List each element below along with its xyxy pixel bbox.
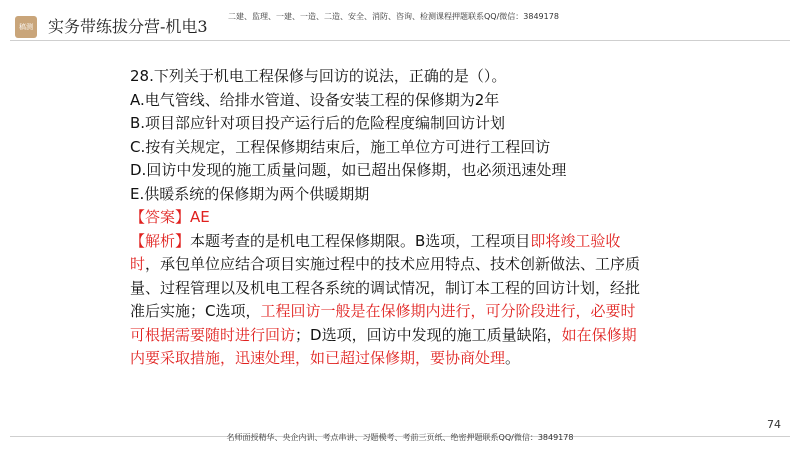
option-a: A.电气管线、给排水管道、设备安装工程的保修期为2年 (130, 90, 500, 109)
analysis-segment-highlight: 如在保修期内要采取措施，迅速处理，如已超过保修期，要协商处理 (130, 325, 637, 367)
header-title: 实务带练拔分营-机电3 (48, 17, 208, 36)
page-number: 74 (767, 418, 781, 431)
analysis-segment: 。 (505, 349, 521, 367)
analysis-paragraph (130, 230, 650, 371)
option-c: C.按有关规定，工程保修期结束后，施工单位方可进行工程回访 (130, 137, 551, 156)
header-contact-notice: 二建、监理、一建、一造、二造、安全、消防、咨询、检测课程押题联系QQ/微信：3849178 (228, 12, 559, 21)
analysis-segment: ，承包单位应结合项目实施过程中的技术应用特点、技术创新做法、工序质量、过程管理以及机电工程各系统的调试情况，制订本工程的回访计划，经批准后实施；C选项， (130, 255, 641, 320)
question-stem: 28.下列关于机电工程保修与回访的说法，正确的是（）。 (130, 67, 507, 85)
analysis-segment-highlight: 即将竣工验收时 (130, 231, 621, 273)
option-b: B.项目部应针对项目投产运行后的危险程度编制回访计划 (130, 114, 506, 132)
answer-label: 【答案】 (130, 208, 191, 226)
footer-contact-notice: 名师面授精华、央企内训、考点串讲、习题模考、考前三页纸、绝密押题联系QQ/微信：3849178 (226, 433, 574, 442)
logo: 稿测 (15, 16, 37, 38)
option-e: E.供暖系统的保修期为两个供暖期期 (130, 184, 370, 203)
option-d: D.回访中发现的施工质量问题，如已超出保修期，也必须迅速处理 (130, 161, 567, 179)
question-content (130, 65, 650, 371)
header-divider (10, 40, 790, 41)
answer-value: AE (190, 208, 210, 226)
analysis-segment: ；D选项，回访中发现的施工质量缺陷， (295, 325, 562, 344)
analysis-segment-highlight: 工程回访一般是在保修期内进行，可分阶段进行，必要时可根据需要随时进行回访 (130, 302, 636, 344)
analysis-segment: 本题考查的是机电工程保修期限。B选项，工程项目 (190, 231, 531, 250)
answer-line (130, 206, 650, 230)
analysis-label: 【解析】 (130, 231, 191, 250)
